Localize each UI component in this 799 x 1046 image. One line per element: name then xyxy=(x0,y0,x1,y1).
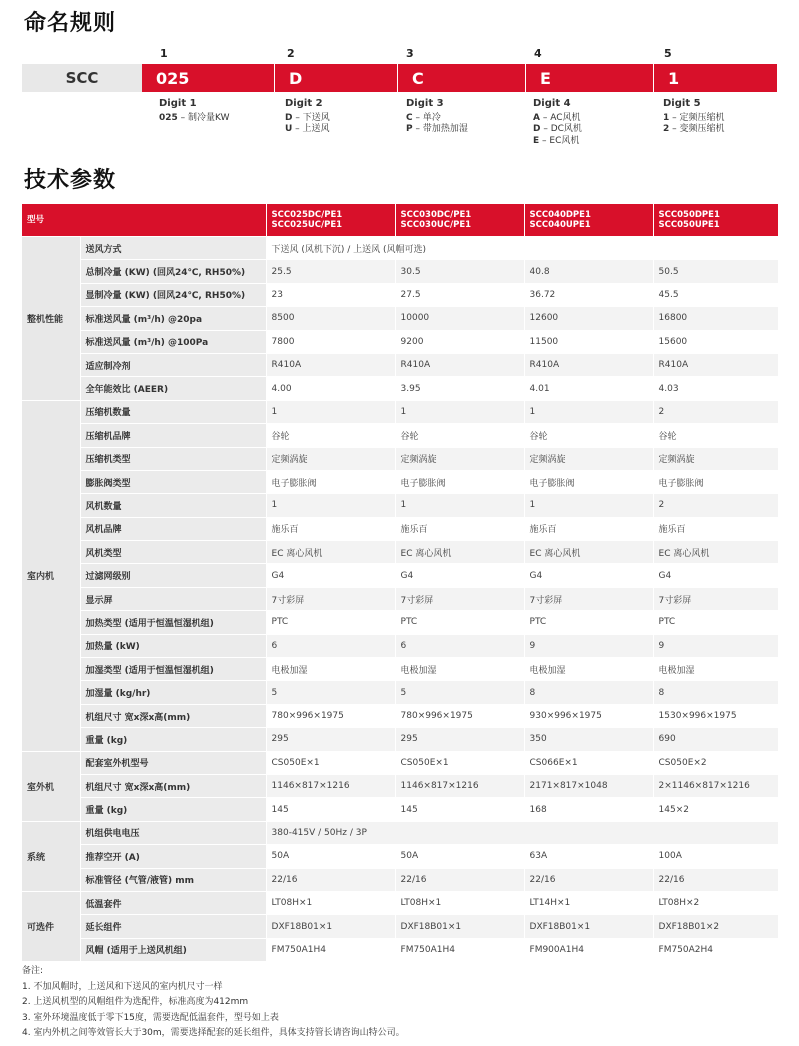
digit-option: 025 – 制冷量KW xyxy=(159,112,230,123)
cell-value: 电极加湿 xyxy=(266,658,395,681)
digit-option: A – AC风机 xyxy=(533,112,581,123)
row-label: 风机品牌 xyxy=(80,517,266,540)
row-label: 显制冷量 (KW) (回风24℃, RH50%) xyxy=(80,283,266,306)
table-row xyxy=(22,564,778,587)
table-row xyxy=(22,938,778,961)
row-label: 机组尺寸 宽x深x高(mm) xyxy=(80,704,266,727)
cell-value: 7寸彩屏 xyxy=(266,587,395,610)
cell-value: 定频涡旋 xyxy=(653,447,778,470)
row-label: 配套室外机型号 xyxy=(80,751,266,774)
cell-value: 9 xyxy=(653,634,778,657)
digit-name: Digit 4 xyxy=(533,98,571,109)
cell-value: 6 xyxy=(266,634,395,657)
table-row xyxy=(22,260,778,283)
table-row xyxy=(22,353,778,376)
cell-value: 谷轮 xyxy=(395,424,524,447)
cell-value: 7寸彩屏 xyxy=(653,587,778,610)
cell-value: 谷轮 xyxy=(653,424,778,447)
table-row xyxy=(22,587,778,610)
model-header-label: 型号 xyxy=(22,204,266,237)
table-row xyxy=(22,307,778,330)
row-label: 风机类型 xyxy=(80,541,266,564)
cell-value: LT08H×1 xyxy=(395,891,524,914)
cell-value: 5 xyxy=(266,681,395,704)
cell-value: CS050E×2 xyxy=(653,751,778,774)
row-label: 标准送风量 (m³/h) @20pa xyxy=(80,307,266,330)
cell-value: 定频涡旋 xyxy=(524,447,653,470)
cell-value: R410A xyxy=(524,353,653,376)
cell-value: LT08H×2 xyxy=(653,891,778,914)
cell-value: FM750A1H4 xyxy=(266,938,395,961)
cell-value: 10000 xyxy=(395,307,524,330)
cell-value: 9 xyxy=(524,634,653,657)
cell-value: 25.5 xyxy=(266,260,395,283)
digit-name: Digit 1 xyxy=(159,98,197,109)
cell-value: 11500 xyxy=(524,330,653,353)
cell-value: 4.03 xyxy=(653,377,778,400)
row-label: 推荐空开 (A) xyxy=(80,845,266,868)
table-row xyxy=(22,517,778,540)
spanning-value: 380-415V / 50Hz / 3P xyxy=(266,821,778,844)
naming-code-bar xyxy=(22,64,778,92)
cell-value: 12600 xyxy=(524,307,653,330)
digit-description xyxy=(285,98,330,136)
cell-value: 7800 xyxy=(266,330,395,353)
cell-value: G4 xyxy=(266,564,395,587)
cell-value: 50A xyxy=(395,845,524,868)
cell-value: 27.5 xyxy=(395,283,524,306)
table-row xyxy=(22,868,778,891)
cell-value: LT14H×1 xyxy=(524,891,653,914)
group-label: 室外机 xyxy=(22,751,80,821)
row-label: 显示屏 xyxy=(80,587,266,610)
cell-value: DXF18B01×2 xyxy=(653,915,778,938)
cell-value: FM750A1H4 xyxy=(395,938,524,961)
cell-value: 23 xyxy=(266,283,395,306)
model-header: SCC030DC/PE1 SCC030UC/PE1 xyxy=(395,204,524,237)
cell-value: 电子膨胀阀 xyxy=(266,470,395,493)
position-number: 4 xyxy=(534,47,542,60)
digit-option: U – 上送风 xyxy=(285,124,330,134)
cell-value: DXF18B01×1 xyxy=(524,915,653,938)
cell-value: 15600 xyxy=(653,330,778,353)
cell-value: 1 xyxy=(524,400,653,423)
cell-value: 2 xyxy=(653,400,778,423)
cell-value: 电极加湿 xyxy=(653,658,778,681)
cell-value: 690 xyxy=(653,728,778,751)
row-label: 加湿类型 (适用于恒温恒湿机组) xyxy=(80,658,266,681)
cell-value: 145 xyxy=(266,798,395,821)
model-header: SCC040DPE1 SCC040UPE1 xyxy=(524,204,653,237)
cell-value: DXF18B01×1 xyxy=(266,915,395,938)
table-row xyxy=(22,541,778,564)
cell-value: EC 离心风机 xyxy=(524,541,653,564)
row-label: 加湿量 (kg/hr) xyxy=(80,681,266,704)
table-row xyxy=(22,728,778,751)
position-number: 2 xyxy=(287,47,295,60)
table-row xyxy=(22,237,778,260)
cell-value: 22/16 xyxy=(266,868,395,891)
row-label: 送风方式 xyxy=(80,237,266,260)
digit-option: P – 带加热加湿 xyxy=(406,124,468,134)
cell-value: G4 xyxy=(524,564,653,587)
cell-value: 780×996×1975 xyxy=(395,704,524,727)
cell-value: 7寸彩屏 xyxy=(524,587,653,610)
table-header-row xyxy=(22,204,778,237)
cell-value: R410A xyxy=(653,353,778,376)
row-label: 机组供电电压 xyxy=(80,821,266,844)
row-label: 重量 (kg) xyxy=(80,728,266,751)
table-row xyxy=(22,751,778,774)
cell-value: 145×2 xyxy=(653,798,778,821)
row-label: 加热类型 (适用于恒温恒湿机组) xyxy=(80,611,266,634)
digit-name: Digit 2 xyxy=(285,98,323,109)
naming-prefix: SCC xyxy=(22,64,142,92)
cell-value: R410A xyxy=(266,353,395,376)
row-label: 重量 (kg) xyxy=(80,798,266,821)
cell-value: 930×996×1975 xyxy=(524,704,653,727)
group-label: 可选件 xyxy=(22,891,80,961)
cell-value: 295 xyxy=(395,728,524,751)
group-label: 整机性能 xyxy=(22,237,80,401)
cell-value: 电极加湿 xyxy=(395,658,524,681)
cell-value: CS050E×1 xyxy=(395,751,524,774)
digit-name: Digit 3 xyxy=(406,98,444,109)
table-row xyxy=(22,634,778,657)
cell-value: 63A xyxy=(524,845,653,868)
table-row xyxy=(22,447,778,470)
cell-value: 9200 xyxy=(395,330,524,353)
model-header: SCC025DC/PE1 SCC025UC/PE1 xyxy=(266,204,395,237)
table-row xyxy=(22,611,778,634)
naming-segment: E xyxy=(526,64,653,92)
cell-value: 40.8 xyxy=(524,260,653,283)
notes xyxy=(22,964,405,1042)
table-row xyxy=(22,658,778,681)
spec-table xyxy=(22,204,779,962)
cell-value: 2 xyxy=(653,494,778,517)
table-row xyxy=(22,774,778,797)
naming-segment: 1 xyxy=(654,64,777,92)
cell-value: 16800 xyxy=(653,307,778,330)
row-label: 加热量 (kW) xyxy=(80,634,266,657)
row-label: 风帽 (适用于上送风机组) xyxy=(80,938,266,961)
cell-value: 145 xyxy=(395,798,524,821)
cell-value: 1 xyxy=(395,494,524,517)
cell-value: 6 xyxy=(395,634,524,657)
cell-value: 谷轮 xyxy=(524,424,653,447)
cell-value: 1530×996×1975 xyxy=(653,704,778,727)
cell-value: CS050E×1 xyxy=(266,751,395,774)
cell-value: 电极加湿 xyxy=(524,658,653,681)
naming-segment: C xyxy=(398,64,525,92)
cell-value: 4.01 xyxy=(524,377,653,400)
cell-value: 1 xyxy=(266,400,395,423)
notes-item: 3. 室外环境温度低于零下15度，需要选配低温套件，型号如上表 xyxy=(22,1012,279,1023)
table-row xyxy=(22,283,778,306)
row-label: 压缩机类型 xyxy=(80,447,266,470)
table-row xyxy=(22,704,778,727)
cell-value: 30.5 xyxy=(395,260,524,283)
row-label: 标准送风量 (m³/h) @100Pa xyxy=(80,330,266,353)
cell-value: 4.00 xyxy=(266,377,395,400)
cell-value: 22/16 xyxy=(524,868,653,891)
row-label: 压缩机数量 xyxy=(80,400,266,423)
table-row xyxy=(22,400,778,423)
position-number: 3 xyxy=(406,47,414,60)
cell-value: PTC xyxy=(395,611,524,634)
cell-value: 7寸彩屏 xyxy=(395,587,524,610)
cell-value: 100A xyxy=(653,845,778,868)
cell-value: G4 xyxy=(653,564,778,587)
cell-value: 电子膨胀阀 xyxy=(524,470,653,493)
naming-segment: 025 xyxy=(142,64,274,92)
table-row xyxy=(22,915,778,938)
digit-option: D – 下送风 xyxy=(285,112,330,123)
digit-option: C – 单冷 xyxy=(406,112,441,123)
cell-value: PTC xyxy=(653,611,778,634)
cell-value: 50A xyxy=(266,845,395,868)
cell-value: 1146×817×1216 xyxy=(395,774,524,797)
row-label: 总制冷量 (KW) (回风24℃, RH50%) xyxy=(80,260,266,283)
cell-value: 定频涡旋 xyxy=(266,447,395,470)
position-number: 1 xyxy=(160,47,168,60)
cell-value: 8 xyxy=(653,681,778,704)
digit-option: 1 – 定频压缩机 xyxy=(663,112,725,123)
row-label: 风机数量 xyxy=(80,494,266,517)
cell-value: EC 离心风机 xyxy=(653,541,778,564)
specs-title: 技术参数 xyxy=(24,168,117,193)
row-label: 过滤网级别 xyxy=(80,564,266,587)
naming-rule-title: 命名规则 xyxy=(24,11,117,36)
cell-value: 定频涡旋 xyxy=(395,447,524,470)
notes-item: 2. 上送风机型的风帽组件为选配件，标准高度为412mm xyxy=(22,997,249,1007)
table-row xyxy=(22,330,778,353)
cell-value: FM900A1H4 xyxy=(524,938,653,961)
cell-value: 1146×817×1216 xyxy=(266,774,395,797)
cell-value: 295 xyxy=(266,728,395,751)
digit-name: Digit 5 xyxy=(663,98,701,109)
row-label: 适应制冷剂 xyxy=(80,353,266,376)
row-label: 压缩机品牌 xyxy=(80,424,266,447)
cell-value: 22/16 xyxy=(395,868,524,891)
table-row xyxy=(22,845,778,868)
cell-value: LT08H×1 xyxy=(266,891,395,914)
cell-value: 168 xyxy=(524,798,653,821)
cell-value: EC 离心风机 xyxy=(266,541,395,564)
naming-segment: D xyxy=(275,64,397,92)
cell-value: 5 xyxy=(395,681,524,704)
cell-value: 1 xyxy=(524,494,653,517)
position-number: 5 xyxy=(664,47,672,60)
table-row xyxy=(22,377,778,400)
cell-value: PTC xyxy=(266,611,395,634)
cell-value: 电子膨胀阀 xyxy=(653,470,778,493)
cell-value: 2×1146×817×1216 xyxy=(653,774,778,797)
cell-value: G4 xyxy=(395,564,524,587)
digit-description xyxy=(533,98,582,147)
table-row xyxy=(22,470,778,493)
notes-item: 1. 不加风帽时，上送风和下送风的室内机尺寸一样 xyxy=(22,981,223,992)
digit-option: D – DC风机 xyxy=(533,124,582,134)
table-row xyxy=(22,891,778,914)
digit-description xyxy=(159,98,230,124)
group-label: 室内机 xyxy=(22,400,80,751)
cell-value: 谷轮 xyxy=(266,424,395,447)
digit-description xyxy=(406,98,468,136)
spanning-value: 下送风 (风机下沉) / 上送风 (风帽可选) xyxy=(266,237,778,260)
cell-value: 施乐百 xyxy=(266,517,395,540)
cell-value: 780×996×1975 xyxy=(266,704,395,727)
cell-value: FM750A2H4 xyxy=(653,938,778,961)
cell-value: 电子膨胀阀 xyxy=(395,470,524,493)
group-label: 系统 xyxy=(22,821,80,891)
cell-value: 1 xyxy=(395,400,524,423)
model-header: SCC050DPE1 SCC050UPE1 xyxy=(653,204,778,237)
row-label: 低温套件 xyxy=(80,891,266,914)
table-row xyxy=(22,798,778,821)
notes-item: 4. 室内外机之间等效管长大于30m，需要选择配套的延长组件，具体支持管长请咨询山特公司。 xyxy=(22,1028,405,1038)
row-label: 全年能效比 (AEER) xyxy=(80,377,266,400)
row-label: 机组尺寸 宽x深x高(mm) xyxy=(80,774,266,797)
cell-value: PTC xyxy=(524,611,653,634)
cell-value: 22/16 xyxy=(653,868,778,891)
digit-option: 2 – 变频压缩机 xyxy=(663,124,725,134)
row-label: 膨胀阀类型 xyxy=(80,470,266,493)
cell-value: 8 xyxy=(524,681,653,704)
table-row xyxy=(22,424,778,447)
cell-value: DXF18B01×1 xyxy=(395,915,524,938)
cell-value: 施乐百 xyxy=(524,517,653,540)
cell-value: EC 离心风机 xyxy=(395,541,524,564)
table-row xyxy=(22,681,778,704)
cell-value: 8500 xyxy=(266,307,395,330)
cell-value: 施乐百 xyxy=(653,517,778,540)
cell-value: 36.72 xyxy=(524,283,653,306)
cell-value: 2171×817×1048 xyxy=(524,774,653,797)
cell-value: 施乐百 xyxy=(395,517,524,540)
notes-title: 备注: xyxy=(22,966,44,976)
cell-value: R410A xyxy=(395,353,524,376)
cell-value: CS066E×1 xyxy=(524,751,653,774)
digit-description xyxy=(663,98,725,136)
cell-value: 45.5 xyxy=(653,283,778,306)
cell-value: 350 xyxy=(524,728,653,751)
cell-value: 1 xyxy=(266,494,395,517)
row-label: 标准管径 (气管/液管) mm xyxy=(80,868,266,891)
cell-value: 3.95 xyxy=(395,377,524,400)
table-row xyxy=(22,494,778,517)
cell-value: 50.5 xyxy=(653,260,778,283)
digit-option: E – EC风机 xyxy=(533,135,580,146)
row-label: 延长组件 xyxy=(80,915,266,938)
table-row xyxy=(22,821,778,844)
